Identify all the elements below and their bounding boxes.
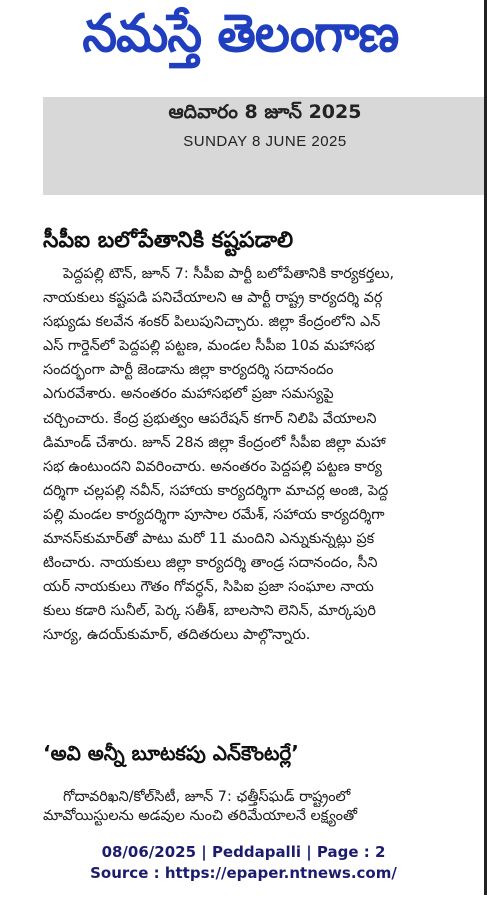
article-line: ఎగురవేశారు. అనంతరం మహాసభలో ప్రజా సమస్యపై	[43, 386, 334, 403]
date-telugu: ఆదివారం 8 జూన్ 2025	[168, 101, 362, 123]
article-line: ఎస్ గార్డెన్‌లో పెద్దపల్లి పట్టణ, మండల సీపీఐ 10వ మహాసభ	[43, 338, 375, 355]
article-line: డిమాండ్ చేశారు. జూన్ 28న జిల్లా కేంద్రంలో సీపీఐ జిల్లా మహా	[43, 434, 386, 451]
article-line: నాయకులు కష్టపడి పనిచేయాలని ఆ పార్టీ రాష్ట్ర కార్యదర్శి వర్గ	[43, 290, 383, 307]
article-line: టించారు. నాయకులు జిల్లా కార్యదర్శి తాండ్ర సదానందం, సీని	[43, 555, 378, 572]
article-line: దర్శిగా చల్లపల్లి నవీన్, సహాయ కార్యదర్శిగా మాచర్ల అంజి, పెద్ద	[43, 482, 389, 499]
date-banner	[43, 97, 487, 195]
article-line: సభ ఉంటుందని వివరించారు. అనంతరం పెద్దపల్లి పట్టణ కార్య	[43, 458, 382, 475]
footer-edition-info: 08/06/2025 | Peddapalli | Page : 2	[101, 843, 386, 861]
second-article-partial-line: మావోయిస్టులను అడవుల నుంచి తరిమేయాలనే లక్ష్యంతో	[43, 808, 358, 824]
article-line: మానస్‌కుమార్‌తో పాటు మరో 11 మందిని ఎన్నుకున్నట్లు ప్రక	[43, 531, 375, 548]
second-article-headline: ‘అవి అన్నీ బూటకపు ఎన్‌కౌంటర్లే’	[43, 741, 299, 765]
article-line: పల్లి మండల కార్యదర్శిగా పూసాల రమేశ్, సహాయ కార్యదర్శిగా	[43, 506, 385, 523]
footer-source-link[interactable]: Source : https://epaper.ntnews.com/	[90, 864, 397, 882]
second-article-first-line: గోదావరిఖని/కోల్‌సిటీ, జూన్ 7: ఛత్తీస్‌ఘడ్ రాష్ట్రంలో	[63, 789, 351, 805]
article-line: చర్చించారు. కేంద్ర ప్రభుత్వం ఆపరేషన్ కగార్ నిలిపి వేయాలని	[43, 410, 377, 427]
article-headline: సీపీఐ బలోపేతానికి కష్టపడాలి	[43, 228, 294, 253]
date-english: SUNDAY 8 JUNE 2025	[183, 133, 347, 150]
page-footer	[0, 842, 487, 884]
article-line: పెద్దపల్లి టౌన్, జూన్ 7: సీపీఐ పార్టీ బలోపేతానికి కార్యకర్తలు,	[63, 266, 395, 282]
article-line: యర్ నాయకులు గౌతం గోవర్ధన్, సిపిఐ ప్రజా సంఘాల నాయ	[43, 579, 374, 596]
masthead-logo-text: నమస్తే తెలంగాణ	[81, 3, 399, 64]
cropped-text-line	[43, 808, 475, 828]
article-line: సభ్యుడు కలవేన శంకర్ పిలుపునిచ్చారు. జిల్లా కేంద్రంలోని ఎన్	[43, 314, 381, 331]
article-body	[43, 262, 475, 648]
article-line: సందర్భంగా పార్టీ జెండాను జిల్లా కార్యదర్శి సదానందం	[43, 362, 334, 379]
article-line: సూర్య, ఉదయ్‌కుమార్, తదితరులు పాల్గొన్నారు.	[43, 627, 311, 644]
newspaper-masthead	[40, 4, 440, 76]
article-line: కులు కడారి సునీల్, పెర్క సతీశ్, బాలసాని లెనిన్, మార్కపురి	[43, 603, 376, 620]
